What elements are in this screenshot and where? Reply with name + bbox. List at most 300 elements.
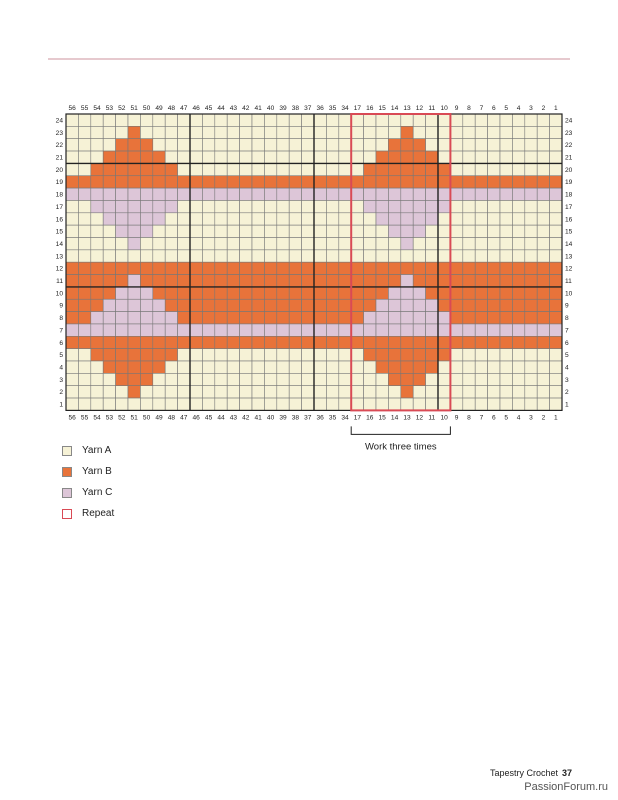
chart-cell xyxy=(252,336,264,348)
chart-cell xyxy=(512,176,524,188)
chart-cell xyxy=(339,299,351,311)
chart-cell xyxy=(488,163,500,175)
row-label-left: 18 xyxy=(55,191,63,199)
chart-cell xyxy=(488,373,500,385)
chart-cell xyxy=(500,114,512,126)
chart-cell xyxy=(165,139,177,151)
column-label-bottom: 51 xyxy=(130,414,138,422)
chart-cell xyxy=(103,336,115,348)
chart-cell xyxy=(351,349,363,361)
chart-cell xyxy=(78,151,90,163)
chart-cell xyxy=(178,250,190,262)
chart-cell xyxy=(401,275,413,287)
chart-cell xyxy=(438,139,450,151)
chart-cell xyxy=(339,225,351,237)
chart-cell xyxy=(227,213,239,225)
chart-cell xyxy=(450,398,462,410)
column-label-bottom: 11 xyxy=(428,414,436,422)
chart-cell xyxy=(116,126,128,138)
chart-cell xyxy=(351,386,363,398)
chart-cell xyxy=(339,336,351,348)
chart-cell xyxy=(388,299,400,311)
chart-cell xyxy=(289,373,301,385)
chart-cell xyxy=(277,188,289,200)
chart-cell xyxy=(240,188,252,200)
chart-cell xyxy=(488,398,500,410)
chart-cell xyxy=(475,287,487,299)
chart-cell xyxy=(314,176,326,188)
chart-cell xyxy=(339,151,351,163)
chart-cell xyxy=(202,336,214,348)
chart-cell xyxy=(252,287,264,299)
chart-cell xyxy=(525,188,537,200)
chart-cell xyxy=(91,324,103,336)
chart-cell xyxy=(376,275,388,287)
chart-cell xyxy=(190,324,202,336)
chart-cell xyxy=(364,324,376,336)
chart-cell xyxy=(450,275,462,287)
row-label-right: 1 xyxy=(565,401,569,409)
chart-cell xyxy=(202,262,214,274)
chart-cell xyxy=(103,163,115,175)
chart-cell xyxy=(302,299,314,311)
chart-cell xyxy=(227,299,239,311)
chart-cell xyxy=(116,336,128,348)
chart-cell xyxy=(91,114,103,126)
chart-cell xyxy=(153,398,165,410)
chart-cell xyxy=(264,163,276,175)
column-label-bottom: 37 xyxy=(304,414,312,422)
chart-cell xyxy=(140,262,152,274)
chart-cell xyxy=(525,312,537,324)
chart-cell xyxy=(116,275,128,287)
chart-cell xyxy=(264,139,276,151)
chart-cell xyxy=(463,287,475,299)
row-label-right: 19 xyxy=(565,179,573,187)
chart-cell xyxy=(326,299,338,311)
column-label-top: 2 xyxy=(541,105,546,112)
column-label-top: 49 xyxy=(155,105,163,112)
column-label-bottom: 36 xyxy=(316,414,324,422)
chart-cell xyxy=(140,336,152,348)
chart-cell xyxy=(413,386,425,398)
chart-cell xyxy=(463,213,475,225)
chart-cell xyxy=(413,126,425,138)
chart-cell xyxy=(339,238,351,250)
chart-cell xyxy=(178,114,190,126)
chart-cell xyxy=(364,250,376,262)
chart-cell xyxy=(364,188,376,200)
column-label-bottom: 3 xyxy=(529,414,533,422)
chart-cell xyxy=(376,386,388,398)
chart-cell xyxy=(401,200,413,212)
chart-cell xyxy=(426,213,438,225)
chart-cell xyxy=(388,139,400,151)
chart-cell xyxy=(140,398,152,410)
chart-cell xyxy=(240,238,252,250)
chart-cell xyxy=(91,312,103,324)
yarn-a-swatch xyxy=(62,446,72,456)
chart-cell xyxy=(264,361,276,373)
page-number: 37 xyxy=(561,768,572,778)
chart-cell xyxy=(103,188,115,200)
chart-cell xyxy=(66,262,78,274)
chart-cell xyxy=(314,398,326,410)
chart-cell xyxy=(227,275,239,287)
chart-cell xyxy=(289,114,301,126)
chart-cell xyxy=(66,139,78,151)
chart-cell xyxy=(178,126,190,138)
column-label-bottom: 54 xyxy=(93,414,101,422)
chart-cell xyxy=(339,398,351,410)
chart-cell xyxy=(103,262,115,274)
chart-cell xyxy=(351,225,363,237)
chart-cell xyxy=(116,114,128,126)
chart-cell xyxy=(190,312,202,324)
chart-cell xyxy=(525,361,537,373)
chart-cell xyxy=(413,299,425,311)
chart-cell xyxy=(475,336,487,348)
chart-cell xyxy=(240,287,252,299)
chart-cell xyxy=(240,139,252,151)
chart-cell xyxy=(438,250,450,262)
chart-cell xyxy=(512,349,524,361)
column-label-top: 40 xyxy=(266,105,275,112)
chart-cell xyxy=(116,250,128,262)
chart-cell xyxy=(103,114,115,126)
chart-cell xyxy=(426,324,438,336)
chart-cell xyxy=(153,238,165,250)
chart-cell xyxy=(240,163,252,175)
chart-cell xyxy=(463,312,475,324)
chart-cell xyxy=(103,386,115,398)
chart-cell xyxy=(351,151,363,163)
chart-cell xyxy=(252,139,264,151)
chart-cell xyxy=(128,386,140,398)
chart-cell xyxy=(376,139,388,151)
chart-cell xyxy=(190,299,202,311)
chart-cell xyxy=(240,200,252,212)
chart-cell xyxy=(537,200,549,212)
chart-cell xyxy=(537,287,549,299)
chart-cell xyxy=(450,151,462,163)
chart-cell xyxy=(202,287,214,299)
column-label-top: 48 xyxy=(167,105,176,112)
column-label-bottom: 7 xyxy=(479,414,484,422)
chart-cell xyxy=(91,386,103,398)
chart-cell xyxy=(450,163,462,175)
chart-cell xyxy=(488,151,500,163)
chart-cell xyxy=(78,373,90,385)
column-label-bottom: 10 xyxy=(440,414,448,422)
chart-cell xyxy=(66,275,78,287)
chart-cell xyxy=(140,151,152,163)
chart-cell xyxy=(426,176,438,188)
chart-cell xyxy=(401,373,413,385)
chart-cell xyxy=(91,373,103,385)
page-footer xyxy=(490,768,572,778)
chart-cell xyxy=(91,213,103,225)
chart-cell xyxy=(202,200,214,212)
chart-cell xyxy=(450,349,462,361)
column-label-bottom: 35 xyxy=(328,414,337,422)
chart-cell xyxy=(128,336,140,348)
chart-cell xyxy=(252,176,264,188)
chart-cell xyxy=(128,361,140,373)
chart-cell xyxy=(364,163,376,175)
chart-cell xyxy=(252,324,264,336)
chart-cell xyxy=(388,163,400,175)
chart-cell xyxy=(326,163,338,175)
chart-cell xyxy=(252,275,264,287)
chart-cell xyxy=(202,324,214,336)
chart-cell xyxy=(450,287,462,299)
column-label-bottom: 50 xyxy=(142,414,151,422)
chart-cell xyxy=(413,312,425,324)
chart-cell xyxy=(339,361,351,373)
row-label-left: 21 xyxy=(55,154,63,162)
chart-cell xyxy=(289,200,301,212)
chart-cell xyxy=(165,373,177,385)
chart-cell xyxy=(128,163,140,175)
chart-cell xyxy=(512,151,524,163)
chart-cell xyxy=(376,151,388,163)
chart-cell xyxy=(227,336,239,348)
column-label-bottom: 14 xyxy=(390,414,399,422)
chart-cell xyxy=(78,336,90,348)
chart-cell xyxy=(66,336,78,348)
chart-cell xyxy=(78,361,90,373)
chart-cell xyxy=(438,262,450,274)
chart-cell xyxy=(512,398,524,410)
chart-cell xyxy=(475,114,487,126)
chart-cell xyxy=(240,275,252,287)
chart-cell xyxy=(500,312,512,324)
chart-cell xyxy=(401,287,413,299)
chart-cell xyxy=(202,139,214,151)
chart-cell xyxy=(66,386,78,398)
chart-cell xyxy=(512,312,524,324)
chart-cell xyxy=(525,200,537,212)
chart-cell xyxy=(153,299,165,311)
chart-cell xyxy=(140,213,152,225)
chart-cell xyxy=(364,238,376,250)
chart-cell xyxy=(190,114,202,126)
chart-cell xyxy=(339,262,351,274)
chart-cell xyxy=(202,299,214,311)
chart-cell xyxy=(475,176,487,188)
chart-cell xyxy=(401,299,413,311)
chart-cell xyxy=(488,287,500,299)
chart-cell xyxy=(426,299,438,311)
chart-cell xyxy=(277,151,289,163)
chart-cell xyxy=(537,225,549,237)
chart-cell xyxy=(178,324,190,336)
column-label-top: 44 xyxy=(217,105,225,112)
chart-cell xyxy=(128,250,140,262)
chart-cell xyxy=(488,250,500,262)
chart-cell xyxy=(537,324,549,336)
chart-cell xyxy=(512,213,524,225)
chart-cell xyxy=(264,336,276,348)
row-label-right: 2 xyxy=(565,389,569,397)
chart-cell xyxy=(78,163,90,175)
chart-cell xyxy=(190,336,202,348)
chart-cell xyxy=(550,386,562,398)
chart-cell xyxy=(289,238,301,250)
chart-cell xyxy=(302,287,314,299)
column-label-top: 34 xyxy=(341,105,349,112)
chart-cell xyxy=(426,312,438,324)
chart-cell xyxy=(364,361,376,373)
chart-cell xyxy=(438,349,450,361)
column-label-bottom: 17 xyxy=(353,414,362,422)
chart-cell xyxy=(413,336,425,348)
chart-cell xyxy=(351,312,363,324)
chart-cell xyxy=(488,361,500,373)
chart-cell xyxy=(66,299,78,311)
chart-cell xyxy=(351,126,363,138)
chart-cell xyxy=(227,361,239,373)
chart-cell xyxy=(550,238,562,250)
chart-cell xyxy=(252,163,264,175)
chart-cell xyxy=(500,126,512,138)
chart-cell xyxy=(388,262,400,274)
chart-cell xyxy=(314,361,326,373)
column-label-bottom: 49 xyxy=(155,414,163,422)
chart-cell xyxy=(388,213,400,225)
chart-cell xyxy=(339,324,351,336)
chart-cell xyxy=(66,312,78,324)
chart-cell xyxy=(438,238,450,250)
chart-cell xyxy=(103,398,115,410)
chart-cell xyxy=(178,312,190,324)
column-label-top: 14 xyxy=(390,105,399,112)
chart-cell xyxy=(103,250,115,262)
chart-cell xyxy=(401,163,413,175)
chart-cell xyxy=(264,373,276,385)
chart-cell xyxy=(116,200,128,212)
chart-cell xyxy=(165,200,177,212)
row-label-left: 10 xyxy=(55,290,63,298)
column-label-top: 45 xyxy=(204,105,213,112)
chart-cell xyxy=(537,386,549,398)
chart-cell xyxy=(140,349,152,361)
column-label-bottom: 41 xyxy=(254,414,262,422)
chart-cell xyxy=(78,275,90,287)
chart-cell xyxy=(488,200,500,212)
chart-cell xyxy=(140,250,152,262)
chart-cell xyxy=(525,213,537,225)
chart-cell xyxy=(351,250,363,262)
chart-cell xyxy=(277,287,289,299)
row-label-left: 12 xyxy=(55,265,63,273)
chart-cell xyxy=(202,151,214,163)
chart-cell xyxy=(463,361,475,373)
column-label-top: 16 xyxy=(366,105,374,112)
chart-cell xyxy=(227,151,239,163)
chart-cell xyxy=(277,200,289,212)
chart-cell xyxy=(500,176,512,188)
chart-cell xyxy=(426,139,438,151)
chart-cell xyxy=(178,163,190,175)
chart-cell xyxy=(401,250,413,262)
chart-cell xyxy=(153,361,165,373)
column-label-bottom: 40 xyxy=(266,414,275,422)
chart-cell xyxy=(525,386,537,398)
chart-cell xyxy=(500,336,512,348)
chart-cell xyxy=(202,163,214,175)
chart-cell xyxy=(78,324,90,336)
chart-cell xyxy=(277,398,289,410)
chart-cell xyxy=(326,287,338,299)
chart-cell xyxy=(500,200,512,212)
chart-cell xyxy=(289,324,301,336)
chart-cell xyxy=(190,188,202,200)
chart-cell xyxy=(413,176,425,188)
chart-cell xyxy=(351,114,363,126)
chart-cell xyxy=(376,336,388,348)
row-label-right: 18 xyxy=(565,191,573,199)
chart-cell xyxy=(401,262,413,274)
chart-cell xyxy=(277,361,289,373)
chart-cell xyxy=(413,238,425,250)
column-label-top: 52 xyxy=(118,105,126,112)
column-label-top: 17 xyxy=(353,105,362,112)
row-label-right: 7 xyxy=(565,327,569,335)
chart-cell xyxy=(78,386,90,398)
column-label-bottom: 38 xyxy=(291,414,300,422)
chart-cell xyxy=(426,126,438,138)
chart-cell xyxy=(277,238,289,250)
chart-cell xyxy=(351,275,363,287)
column-label-top: 9 xyxy=(454,105,459,112)
chart-cell xyxy=(153,373,165,385)
column-label-top: 36 xyxy=(316,105,324,112)
chart-cell xyxy=(401,349,413,361)
chart-cell xyxy=(252,200,264,212)
chart-cell xyxy=(537,163,549,175)
chart-cell xyxy=(500,324,512,336)
chart-cell xyxy=(178,238,190,250)
chart-cell xyxy=(550,361,562,373)
chart-cell xyxy=(128,188,140,200)
chart-cell xyxy=(289,336,301,348)
chart-cell xyxy=(475,188,487,200)
chart-cell xyxy=(116,361,128,373)
chart-cell xyxy=(438,188,450,200)
chart-cell xyxy=(364,299,376,311)
column-label-bottom: 13 xyxy=(403,414,411,422)
chart-cell xyxy=(78,200,90,212)
chart-cell xyxy=(91,238,103,250)
chart-cell xyxy=(500,398,512,410)
chart-cell xyxy=(463,188,475,200)
chart-cell xyxy=(488,126,500,138)
chart-cell xyxy=(413,139,425,151)
repeat-label: Work three times xyxy=(364,441,437,453)
chart-cell xyxy=(376,361,388,373)
chart-cell xyxy=(351,262,363,274)
chart-cell xyxy=(178,349,190,361)
chart-cell xyxy=(116,386,128,398)
chart-cell xyxy=(103,200,115,212)
chart-cell xyxy=(388,114,400,126)
row-label-right: 13 xyxy=(565,253,573,261)
chart-cell xyxy=(153,312,165,324)
chart-cell xyxy=(488,386,500,398)
chart-cell xyxy=(364,373,376,385)
